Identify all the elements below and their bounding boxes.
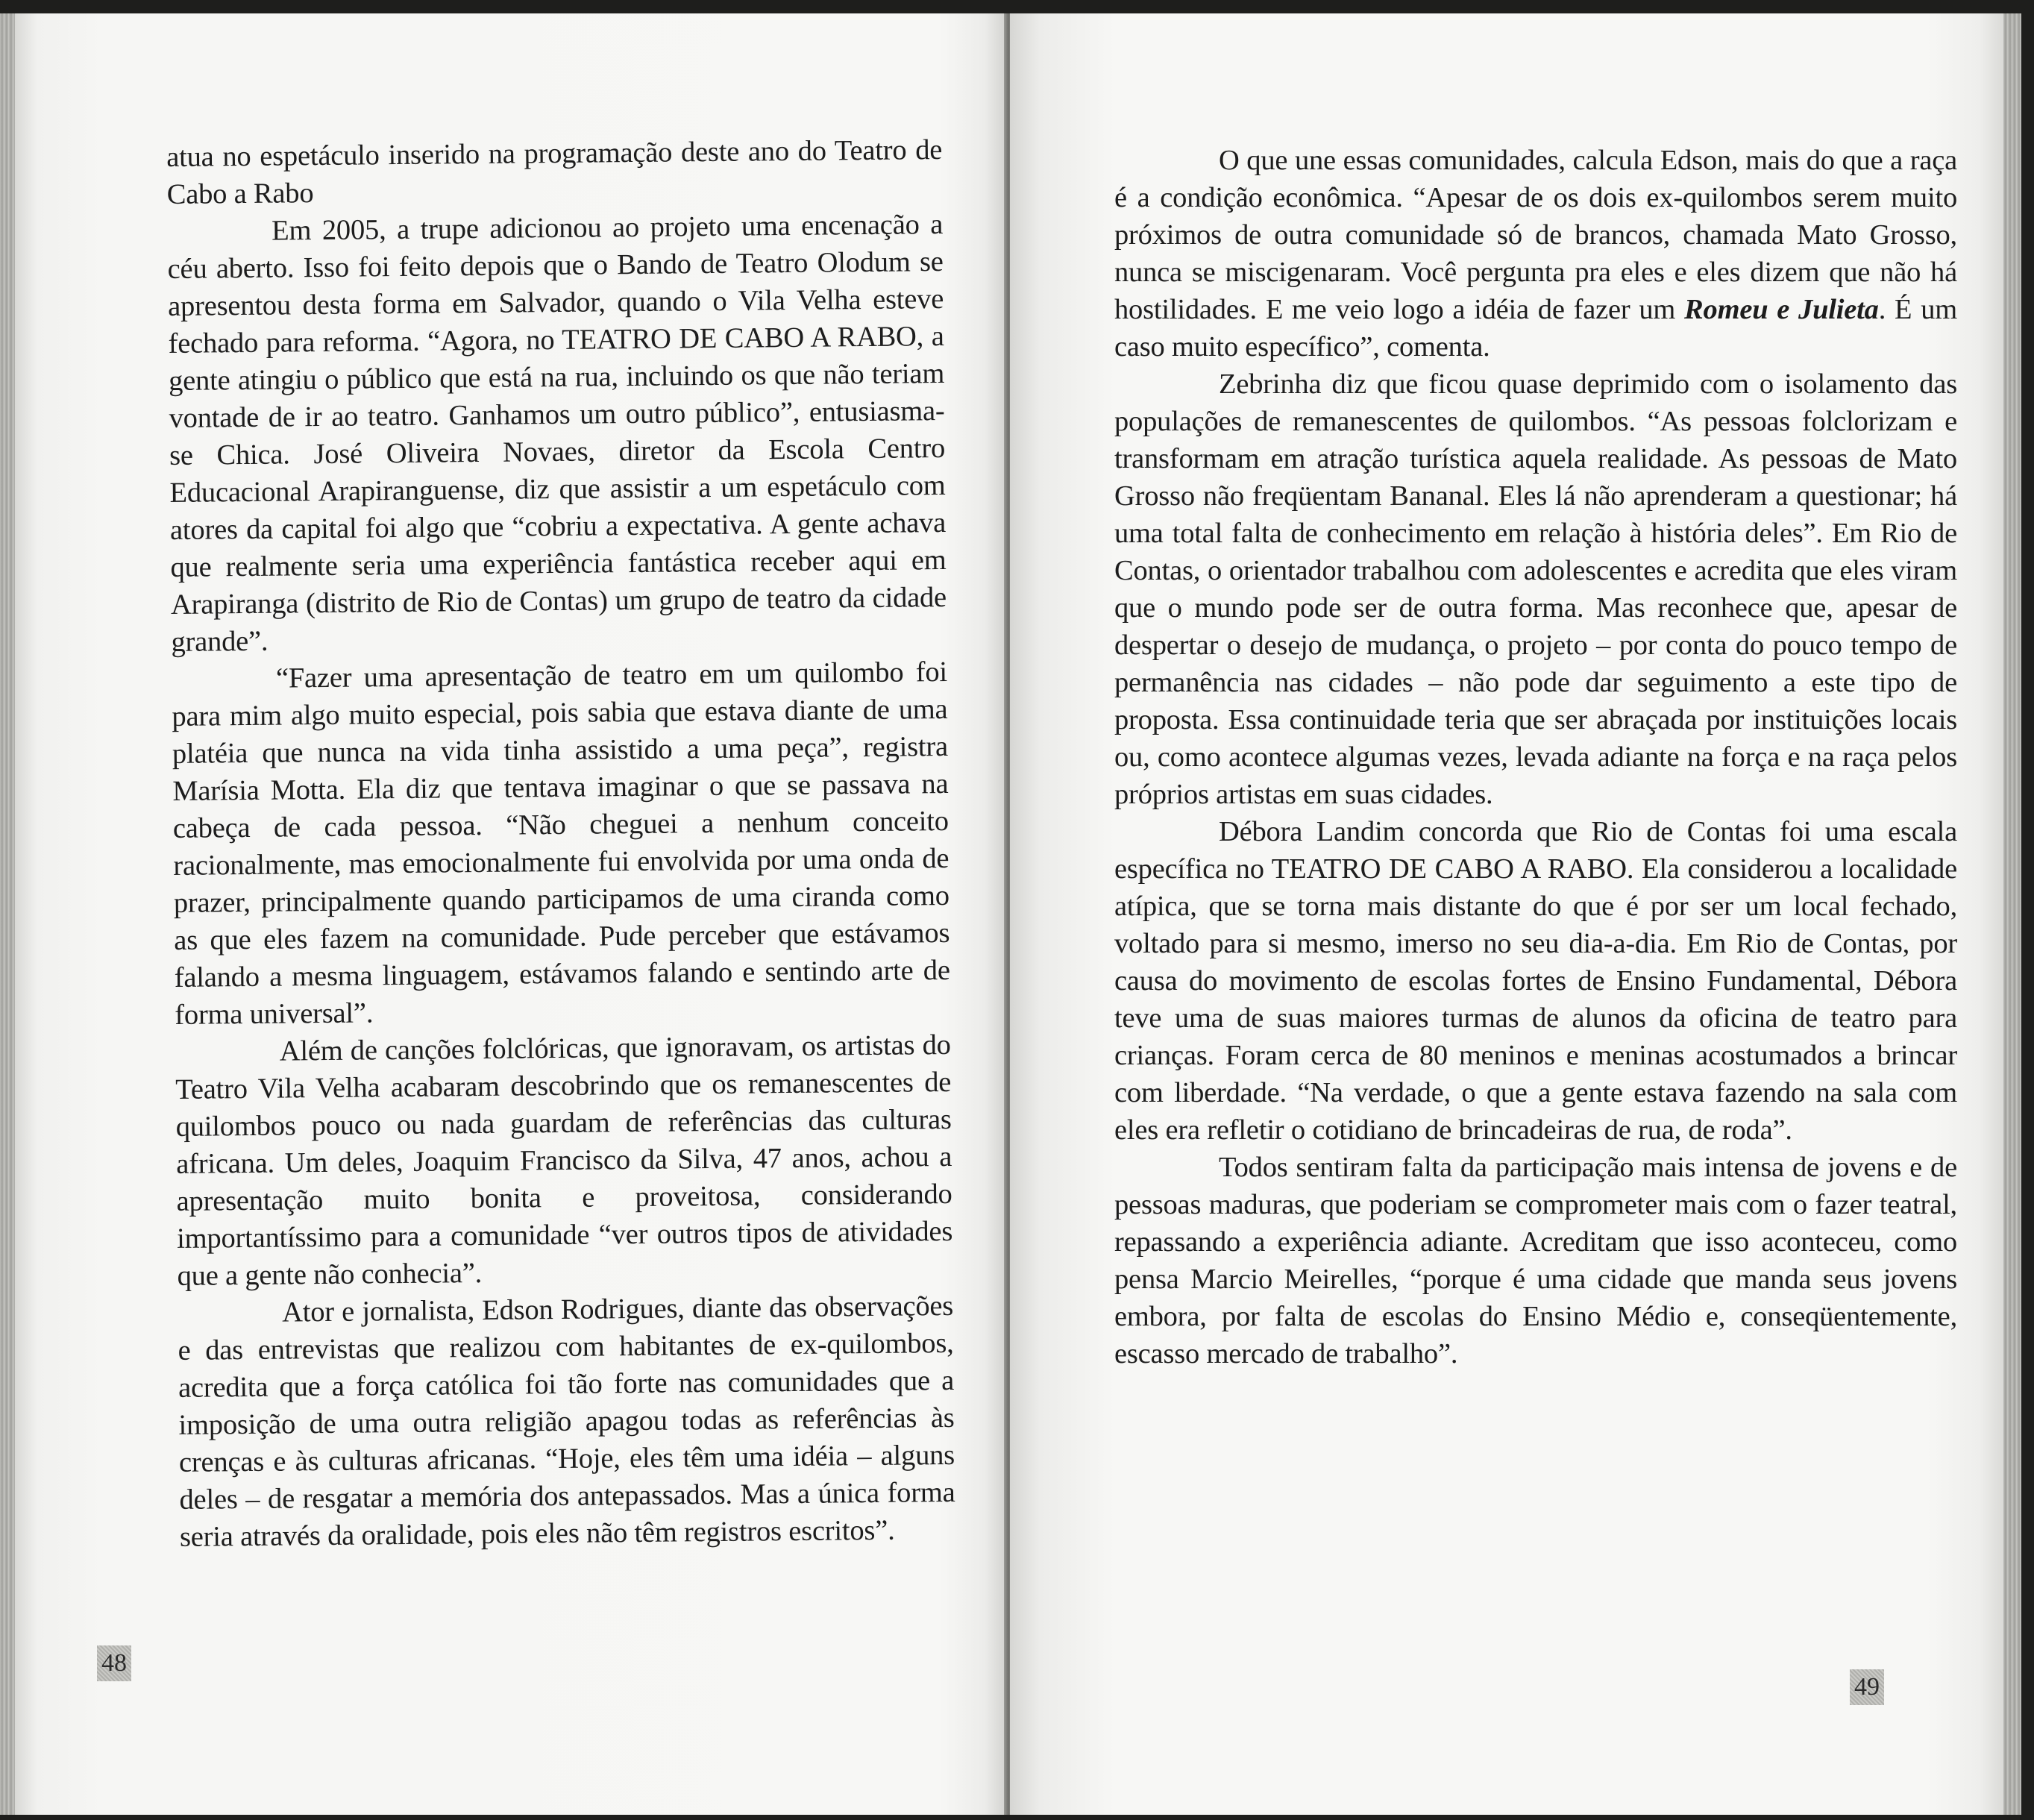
left-paragraph-5: Ator e jornalista, Edson Rodrigues, diante das observações e das entrevistas que realizou com habitantes de ex-quilombos, acredita que a força católica foi tão forte nas comunidades que a imposição de uma outra religião apagou todas as referências às crenças e às culturas africanas. “Hoje, eles têm uma idéia – alguns deles – de resgatar a memória dos antepassados. Mas a única forma seria através da oralidade, pois eles não têm registros escritos”. — [178, 1290, 955, 1553]
play-title: Romeu e Julieta — [1684, 294, 1879, 325]
right-text-column — [1114, 142, 1957, 1372]
right-paragraph-3: Débora Landim concorda que Rio de Contas foi uma escala específica no TEATRO DE CABO A RABO. Ela considerou a localidade atípica, que se torna mais distante do que é por ser um local fechado, voltado para si mesmo, imerso no seu dia-a-dia. Em Rio de Contas, por causa do movimento de escolas fortes de Ensino Fundamental, Débora teve uma de suas maiores turmas de alunos da oficina de teatro para crianças. Foram cerca de 80 meninos e meninas acostumados a brincar com liberdade. “Na verdade, o que a gente estava fazendo na sala com eles era refletir o cotidiano de brincadeiras de rua, de roda”. — [1114, 816, 1957, 1146]
left-page — [15, 13, 1007, 1815]
left-paragraph-2: Em 2005, a trupe adicionou ao projeto uma encenação a céu aberto. Isso foi feito depois que o Bando de Teatro Olodum se apresentou desta forma em Salvador, quando o Vila Velha esteve fechado para reforma. “Agora, no TEATRO DE CABO A RABO, a gente atingiu o público que está na rua, incluindo os que não teriam vontade de ir ao teatro. Ganhamos um outro público”, entusiasma-se Chica. José Oliveira Novaes, diretor da Escola Centro Educacional Arapiranguense, diz que assistir a um espetáculo com atores da capital foi algo que “cobriu a expectativa. A gente achava que realmente seria uma experiência fantástica receber aqui em Arapiranga (distrito de Rio de Contas) um grupo de teatro da cidade grande”. — [167, 209, 947, 658]
left-page-edges — [0, 13, 15, 1815]
left-paragraph-4: Além de canções folclóricas, que ignoravam, os artistas do Teatro Vila Velha acabaram descobrindo que os remanescentes de quilombos pouco ou nada guardam de referências das culturas africana. Um deles, Joaquim Francisco da Silva, 47 anos, achou a apresentação muito bonita e proveitosa, considerando importantíssimo para a comunidade “ver outros tipos de atividades que a gente não conhecia”. — [175, 1029, 953, 1292]
page-number-right: 49 — [1850, 1669, 1884, 1705]
left-paragraph-1: atua no espetáculo inserido na programação deste ano do Teatro de Cabo a Rabo — [166, 134, 943, 210]
right-paragraph-4: Todos sentiram falta da participação mais intensa de jovens e de pessoas maduras, que poderiam se comprometer mais com o fazer teatral, repassando a experiência adiante. Acreditam que isso aconteceu, como pensa Marcio Meirelles, “porque é uma cidade que manda seus jovens embora, por falta de escolas do Ensino Médio e, conseqüentemente, escasso mercado de trabalho”. — [1114, 1152, 1957, 1369]
right-page-edges — [2003, 13, 2021, 1815]
right-paragraph-1-start: O que une essas comunidades, calcula Edson, mais do que a raça é a condição econômica. “Apesar de os dois ex-quilombos serem muito próximos de outra comunidade só de brancos, chamada Mato Grosso, nunca se miscigenaram. Você pergunta pra eles e eles dizem que não há hostilidades. E me veio logo a idéia de fazer um — [1114, 145, 1957, 325]
right-paragraph-2: Zebrinha diz que ficou quase deprimido com o isolamento das populações de remanescentes de quilombos. “As pessoas folclorizam e transformam em atração turística aquela realidade. As pessoas de Mato Grosso não freqüentam Bananal. Eles lá não aprenderam a questionar; há uma total falta de conhecimento em relação à história deles”. Em Rio de Contas, o orientador trabalhou com adolescentes e acredita que eles viram que o mundo pode ser de outra forma. Mas reconhece que, apesar de despertar o desejo de mudança, o projeto – por conta do pouco tempo de permanência nas cidades – não pode dar seguimento a este tipo de proposta. Essa continuidade teria que ser abraçada por instituições locais ou, como acontece algumas vezes, levada adiante na força e na raça pelos próprios artistas em suas cidades. — [1114, 368, 1957, 810]
page-number-left: 48 — [97, 1645, 131, 1681]
right-page — [1010, 13, 2003, 1815]
right-paragraph-1 — [1114, 142, 1957, 365]
right-paragraph-1-end: . É um caso muito específico”, comenta. — [1114, 294, 1958, 363]
left-text-column — [166, 131, 955, 1556]
left-paragraph-3: “Fazer uma apresentação de teatro em um quilombo foi para mim algo muito especial, pois sabia que estava diante de uma platéia que nunca na vida tinha assistido a uma peça”, registra Marísia Motta. Ela diz que tentava imaginar o que se passava na cabeça de cada pessoa. “Não cheguei a nenhum conceito racionalmente, mas emocionalmente fui envolvida por uma onda de prazer, principalmente quando participamos de uma ciranda como as que eles fazem na comunidade. Pude perceber que estávamos falando a mesma linguagem, estávamos falando e sentindo arte de forma universal”. — [172, 656, 950, 1031]
